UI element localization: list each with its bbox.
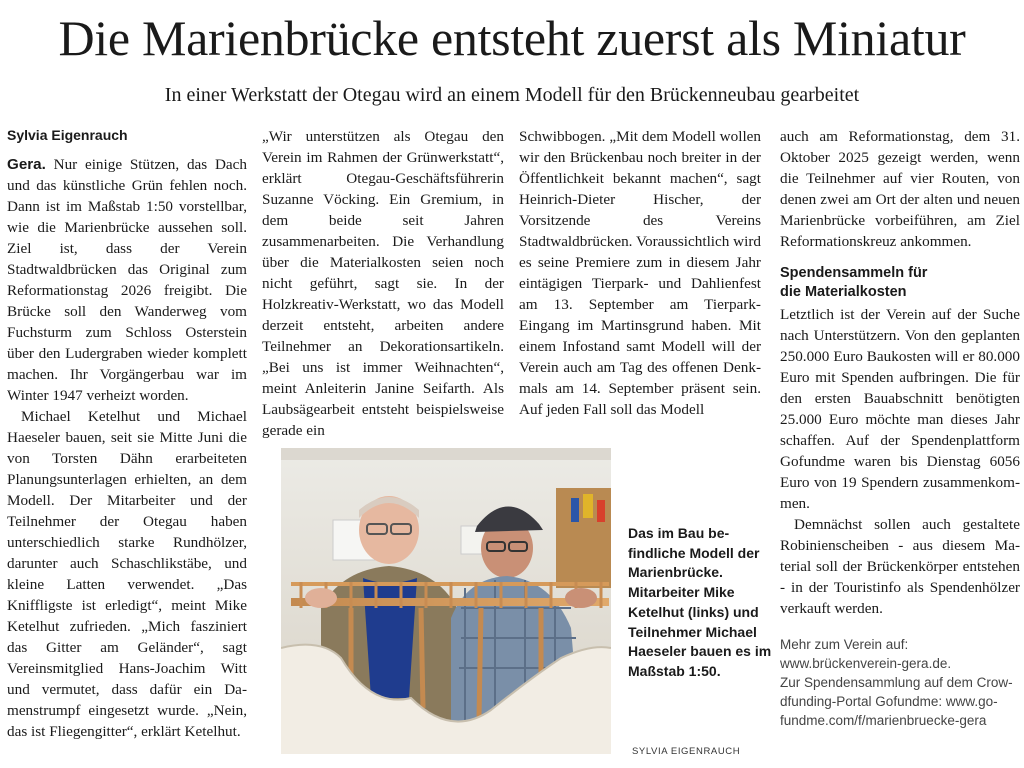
headline: Die Marienbrücke entsteht zuerst als Miniatur — [58, 10, 966, 66]
info-line: fundme.com/f/marienbruecke-gera — [780, 713, 987, 728]
article-photo — [281, 448, 611, 754]
article-column-1 — [7, 126, 247, 742]
paragraph: Schwibbogen. „Mit dem Modell wollen wir den Brückenbau noch breiter in der Öffentlichkeit bekannt machen“, sagt Heinrich-Dieter Hischer, der Vorsitzende des Vereins Stadtwaldbrücken. Voraussichtlich wird es seine Premiere zum in diesem Jahr eintägigen Tierpark- und Dahlienfest am 13. September am Tierpark-Eingang im Martinsgrund haben. Mit einem Infostand samt Modell will der Verein auch am Tag des offenen Denkmals am 14. September präsent sein. Auf jeden Fall soll das Modell — [519, 128, 761, 418]
subheading-line: Spendensammeln für — [780, 265, 928, 281]
info-line: dfunding-Portal Gofundme: www.go- — [780, 694, 998, 709]
paragraph: Demnächst sollen auch gestaltete Robinienscheiben - aus diesem Material soll der Brückenkörper entstehen - in der Touristinfo als Spendenhölzer verkauft werden. — [780, 516, 1020, 617]
author-byline: Sylvia Eigenrauch — [7, 127, 128, 143]
info-line: Zur Spendensammlung auf dem Crow- — [780, 675, 1013, 690]
subheading-line: die Materialkosten — [780, 284, 907, 300]
paragraph-text: Nur einige Stützen, das Dach und das künstliche Grün fehlen noch. Dann ist im Maßstab 1:50 vorstellbar, wie die Marienbrücke aussehen soll. Ziel ist, dass der Verein Stadtwaldbrücken das Original zum Reformationstag 2026 freigibt. Die Brücke soll den Wanderweg vom Fuchsturm zum Schloss Osterstein über den Ludergraben wieder komplett machen. Ihr Vorgängerbau war im Winter 1947 verheizt worden. — [7, 156, 247, 404]
info-line: www.brückenverein-gera.de. — [780, 656, 952, 671]
info-box — [780, 635, 1020, 730]
paragraph: Letztlich ist der Verein auf der Suche nach Unterstützern. Von den geplanten 250.000 Euro Baukosten will er 80.000 Euro mit Spenden aufbringen. Die für den ersten Bauabschnitt benötigten 25.000 Euro möchte man dieses Jahr schaffen. Auf der Spendenplattform Gofundme waren bis Dienstag 6056 Euro von 19 Spendern zusammenkommen. — [780, 306, 1020, 512]
dateline: Gera. — [7, 156, 46, 173]
article-column-3 — [519, 126, 761, 420]
article-column-4 — [780, 126, 1020, 730]
photo-credit: SYLVIA EIGENRAUCH — [632, 746, 741, 757]
section-subheading — [780, 264, 1020, 302]
article-column-2 — [262, 126, 504, 441]
photo-illustration — [281, 448, 611, 754]
info-line: Mehr zum Verein auf: — [780, 637, 909, 652]
paragraph: „Wir unterstützen als Otegau den Verein im Rahmen der Grünwerkstatt“, erklärt Otegau-Geschäftsführerin Suzanne Vöcking. Ein Gremium, in dem beide seit Jahren zusammenarbeiten. Die Verhandlung über die Materialkosten seien noch nicht geführt, sagt sie. In der Holzkreativ-Werkstatt, wo das Modell derzeit entsteht, arbeiten andere Teilnehmer an Dekorationsartikeln. „Bei uns ist immer Weihnachten“, meint Anleiterin Janine Seifarth. Als Laubsägearbeit entsteht beispielsweise gerade ein — [262, 128, 504, 439]
subheadline: In einer Werkstatt der Otegau wird an einem Modell für den Brückenneubau gearbeitet — [164, 84, 860, 106]
paragraph — [7, 154, 247, 406]
photo-caption: Das im Bau befindliche Modell der Marienbrücke. Mitarbeiter Mike Ketelhut (links) und Teilnehmer Michael Haeseler bauen es im Maßstab 1:50. — [628, 525, 772, 679]
paragraph: Michael Ketelhut und Michael Haeseler bauen, seit sie Mitte Juni die von Torsten Dähn erarbeiteten Planungsunterlagen erhielten, an dem Modell. Der Mitarbeiter und der Teilnehmer der Otegau haben unterschiedlich starke Rundhölzer, darunter auch Schaschlikstäbe, und kleine Latten verwendet. „Das Kniffligste ist erledigt“, meint Mike Ketelhut zufrieden. „Mich fasziniert das Gitter am Geländer“, sagt Vereinsmitglied Hans-Joachim Witt und vermutet, dass dafür ein Damenstrumpf eingesetzt wurde. „Nein, das ist Fliegengitter“, erklärt Ketelhut. — [7, 408, 247, 740]
paragraph: auch am Reformationstag, dem 31. Oktober 2025 gezeigt werden, wenn die Teilnehmer auf vier Routen, von denen zwei am Ort der alten und neuen Marienbrücke vorbeiführen, am Ziel Reformationskreuz ankommen. — [780, 128, 1020, 250]
